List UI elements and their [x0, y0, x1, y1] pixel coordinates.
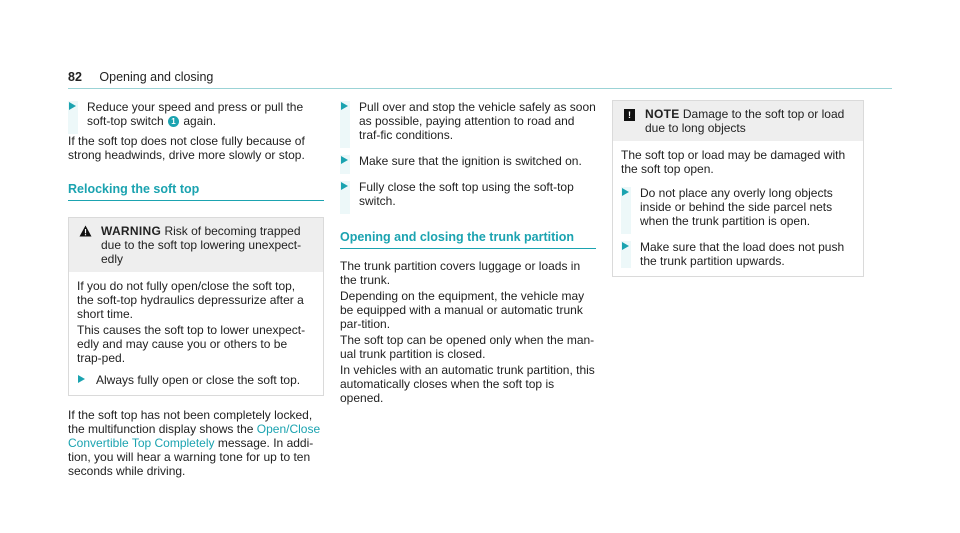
instruction-step: Fully close the soft top using the soft-top switch. [340, 180, 596, 208]
note-header [613, 101, 863, 141]
callout-number-icon: 1 [168, 116, 179, 127]
step-arrow-icon [341, 102, 348, 110]
instruction-step: Reduce your speed and press or pull the soft-top switch 1 again. [68, 100, 324, 128]
step-arrow-icon [622, 242, 629, 250]
warning-body: If you do not fully open/close the soft top, the soft-top hydraulics depressurize after a short time. This causes the soft top to lower unexpect-edly and may cause you or others to be trap-ped. Always fully open or close the soft top. [69, 272, 323, 395]
paragraph: The soft top can be opened only when the man-ual trunk partition is closed. [340, 333, 595, 361]
notice-icon: ! [624, 109, 635, 121]
warning-box [68, 217, 324, 396]
paragraph: If the soft top has not been completely locked, the multifunction display shows the Open/Close Convertible Top Completely message. In addi-tion, you will hear a warning tone for up to ten seconds while driving. [68, 408, 321, 478]
step-arrow-icon [341, 156, 348, 164]
display-message: Open/Close Convertible Top Completely [68, 422, 321, 450]
step-arrow-icon [69, 102, 76, 110]
paragraph: In vehicles with an automatic trunk partition, this automatically closes when the soft top is opened. [340, 363, 595, 405]
warning-header [69, 218, 323, 272]
note-body: The soft top or load may be damaged with the soft top open. Do not place any overly long objects inside or behind the side parcel nets when the trunk partition is open. Make sure that the load does not push the trunk partition upwards. [613, 141, 863, 276]
column-2 [340, 100, 596, 407]
section-title: Opening and closing [99, 70, 214, 84]
instruction-step: Make sure that the ignition is switched on. [340, 154, 596, 168]
step-arrow-icon [622, 188, 629, 196]
header-divider [68, 88, 892, 89]
note-box [612, 100, 864, 277]
page-number: 82 [68, 70, 82, 84]
paragraph: Depending on the equipment, the vehicle may be equipped with a manual or automatic trunk par-tition. [340, 289, 585, 331]
step-arrow-icon [78, 375, 85, 383]
paragraph: The trunk partition covers luggage or loads in the trunk. [340, 259, 581, 287]
warning-title: Risk of becoming trapped due to the soft top lowering unexpect-edly [101, 224, 302, 266]
section-heading: Relocking the soft top [68, 182, 324, 201]
warning-triangle-icon [79, 225, 92, 237]
instruction-step: Do not place any overly long objects inside or behind the side parcel nets when the trunk partition is open. [621, 186, 855, 228]
note-label: NOTE [645, 107, 680, 121]
instruction-step: Always fully open or close the soft top. [77, 373, 315, 387]
warning-label: WARNING [101, 224, 162, 238]
paragraph: If the soft top does not close fully because of strong headwinds, drive more slowly or stop. [68, 134, 305, 162]
page-header [68, 70, 213, 84]
column-1 [68, 100, 324, 480]
instruction-step: Pull over and stop the vehicle safely as soon as possible, paying attention to road and traf-fic conditions. [340, 100, 596, 142]
note-title: Damage to the soft top or load due to long objects [645, 107, 845, 135]
column-3 [612, 100, 864, 277]
instruction-step: Make sure that the load does not push the trunk partition upwards. [621, 240, 855, 268]
step-arrow-icon [341, 182, 348, 190]
section-heading: Opening and closing the trunk partition [340, 230, 596, 249]
